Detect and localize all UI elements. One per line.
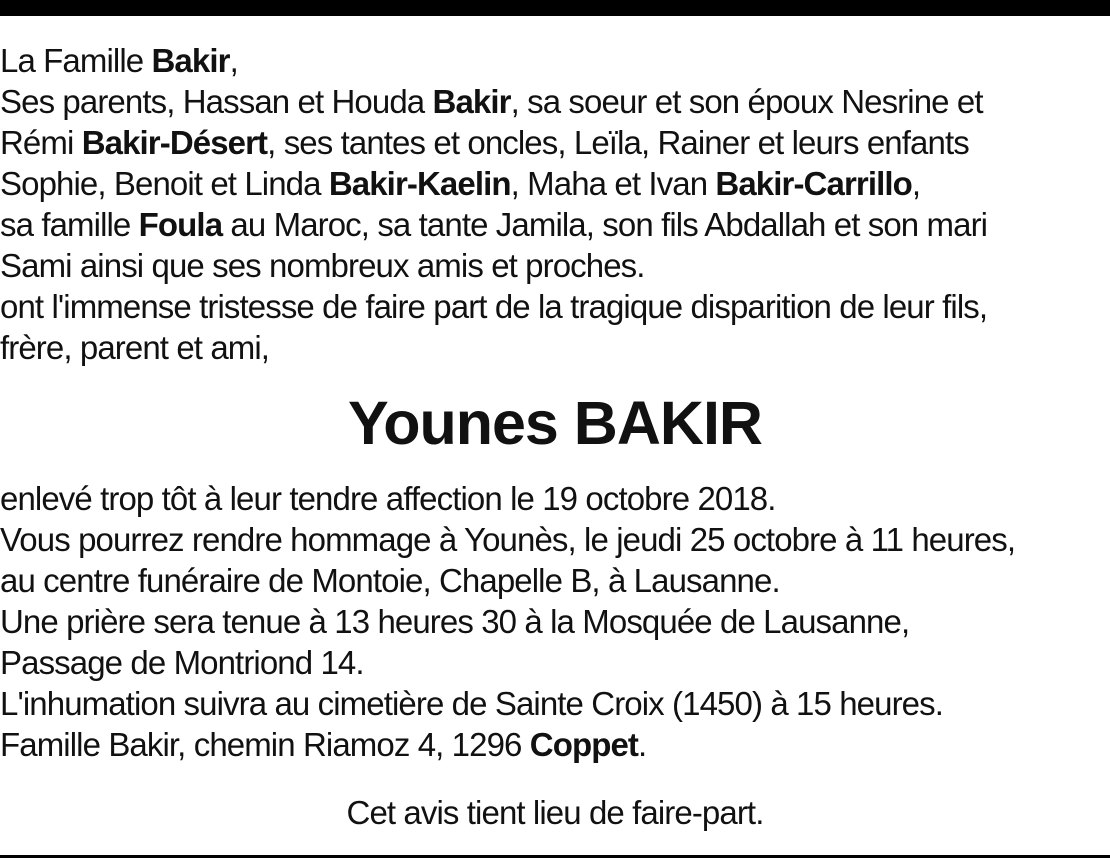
mourners-line-2 — [0, 122, 1110, 163]
address-line — [0, 724, 1110, 765]
detail-line-1: enlevé trop tôt à leur tendre affection le 19 octobre 2018. — [0, 480, 776, 517]
bottom-border-rule — [0, 855, 1110, 858]
text-fragment: , Maha et Ivan — [510, 165, 716, 202]
mourners-line-4 — [0, 204, 1110, 245]
text-fragment: . — [638, 726, 647, 763]
mourners-line-5: Sami ainsi que ses nombreux amis et proches. — [0, 247, 645, 284]
text-fragment: Sophie, Benoit et Linda — [0, 165, 329, 202]
detail-line-5: Passage de Montriond 14. — [0, 644, 364, 681]
text-fragment: Famille Bakir, chemin Riamoz 4, 1296 — [0, 726, 530, 763]
obituary-notice — [0, 40, 1110, 833]
text-fragment: , — [911, 165, 921, 202]
deceased-name: Younes BAKIR — [348, 389, 762, 457]
text-fragment: , sa soeur et son époux Nesrine et — [510, 83, 983, 120]
town-bold: Coppet — [529, 726, 639, 763]
surname-bold: Bakir-Désert — [81, 124, 268, 161]
text-fragment: La Famille — [0, 42, 152, 79]
announcement-line-1: ont l'immense tristesse de faire part de la tragique disparition de leur fils, — [0, 288, 988, 325]
detail-line-2: Vous pourrez rendre hommage à Younès, le jeudi 25 octobre à 11 heures, — [0, 521, 1016, 558]
text-fragment: , ses tantes et oncles, Leïla, Rainer et leurs enfants — [267, 124, 969, 161]
text-fragment: sa famille — [0, 206, 139, 243]
family-intro-line — [0, 40, 1110, 81]
announcement-line-2: frère, parent et ami, — [0, 329, 270, 366]
surname-bold: Bakir-Carrillo — [715, 165, 912, 202]
surname-bold: Bakir — [432, 83, 511, 120]
text-fragment: Ses parents, Hassan et Houda — [0, 83, 433, 120]
surname-bold: Bakir — [151, 42, 230, 79]
mourners-line-3 — [0, 163, 1110, 204]
mourners-line-1 — [0, 81, 1110, 122]
detail-line-4: Une prière sera tenue à 13 heures 30 à la Mosquée de Lausanne, — [0, 603, 910, 640]
top-border-rule — [0, 0, 1110, 16]
text-fragment: Rémi — [0, 124, 82, 161]
surname-bold: Foula — [138, 206, 223, 243]
detail-line-6: L'inhumation suivra au cimetière de Sainte Croix (1450) à 15 heures. — [0, 685, 943, 722]
text-fragment: , — [229, 42, 238, 79]
closing-note: Cet avis tient lieu de faire-part. — [346, 794, 764, 831]
detail-line-3: au centre funéraire de Montoie, Chapelle B, à Lausanne. — [0, 562, 780, 599]
text-fragment: au Maroc, sa tante Jamila, son fils Abdallah et son mari — [222, 206, 988, 243]
surname-bold: Bakir-Kaelin — [328, 165, 511, 202]
